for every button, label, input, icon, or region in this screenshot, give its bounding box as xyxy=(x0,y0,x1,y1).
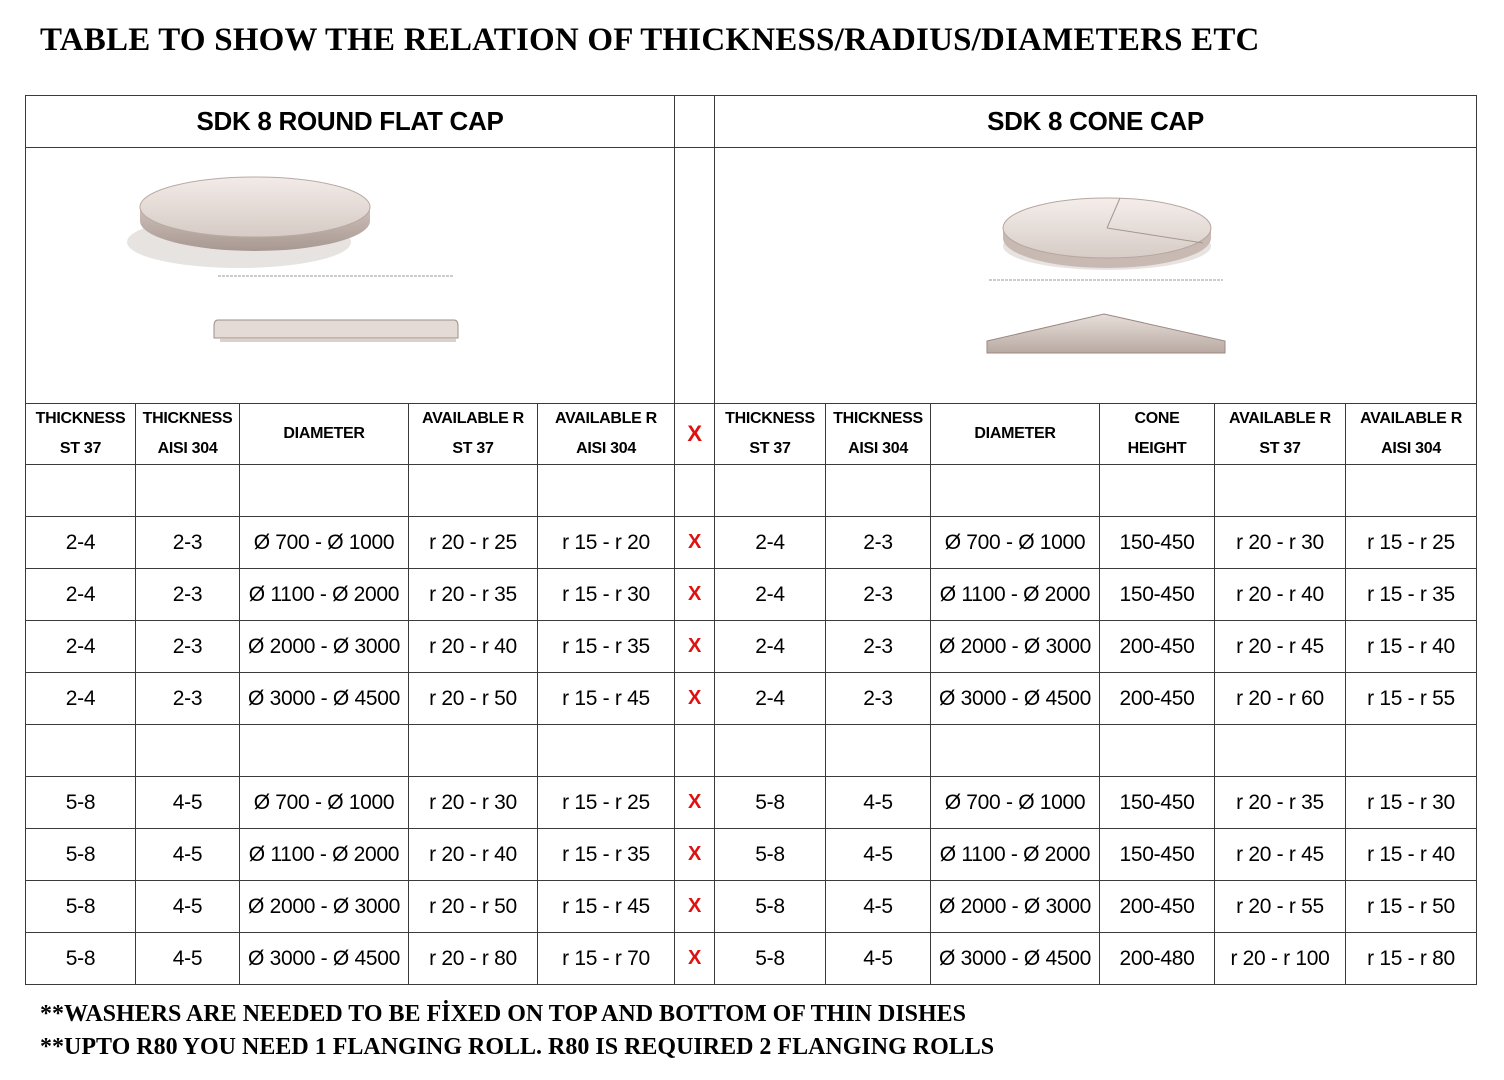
cone-cell: 4-5 xyxy=(826,777,931,829)
cone-cell: Ø 1100 - Ø 2000 xyxy=(931,829,1100,881)
empty-cell xyxy=(715,725,826,777)
cone-cell: 4-5 xyxy=(826,881,931,933)
flat-cell: r 20 - r 25 xyxy=(409,517,538,569)
cone-cell: 2-3 xyxy=(826,621,931,673)
empty-cell xyxy=(409,725,538,777)
separator-mark: X xyxy=(675,621,715,673)
flat-column-header xyxy=(136,404,240,465)
cap-title-row xyxy=(26,96,1477,148)
flat-cell: r 20 - r 40 xyxy=(409,829,538,881)
flat-cell: r 20 - r 50 xyxy=(409,881,538,933)
flat-cell: r 15 - r 70 xyxy=(538,933,675,985)
empty-cell xyxy=(1215,465,1346,517)
empty-cell xyxy=(1346,465,1477,517)
column-header-line: AVAILABLE R xyxy=(422,410,524,427)
flat-cap-title: SDK 8 ROUND FLAT CAP xyxy=(26,96,675,148)
cone-cell: 200-450 xyxy=(1100,621,1215,673)
empty-cell xyxy=(675,725,715,777)
cone-cell: r 15 - r 55 xyxy=(1346,673,1477,725)
empty-cell xyxy=(826,725,931,777)
flat-cell: 4-5 xyxy=(136,933,240,985)
table-row xyxy=(26,881,1477,933)
cone-cell: Ø 1100 - Ø 2000 xyxy=(931,569,1100,621)
empty-cell xyxy=(826,465,931,517)
cone-cell: r 15 - r 35 xyxy=(1346,569,1477,621)
cone-column-header xyxy=(1100,404,1215,465)
separator-mark: X xyxy=(675,404,715,465)
note-line: **WASHERS ARE NEEDED TO BE FİXED ON TOP AND BOTTOM OF THIN DISHES xyxy=(40,1001,967,1027)
flat-cell: Ø 1100 - Ø 2000 xyxy=(240,829,409,881)
cone-cell: 4-5 xyxy=(826,933,931,985)
separator-mark: X xyxy=(675,777,715,829)
cone-cell: 150-450 xyxy=(1100,777,1215,829)
column-header-line: AISI 304 xyxy=(848,440,908,457)
cone-column-header xyxy=(931,404,1100,465)
cone-cell: r 20 - r 35 xyxy=(1215,777,1346,829)
empty-cell xyxy=(675,465,715,517)
empty-cell xyxy=(409,465,538,517)
flat-cell: Ø 700 - Ø 1000 xyxy=(240,777,409,829)
column-header-line: DIAMETER xyxy=(974,425,1056,442)
cone-cell: 200-450 xyxy=(1100,881,1215,933)
table-row xyxy=(26,829,1477,881)
flat-column-header xyxy=(26,404,136,465)
empty-cell xyxy=(538,465,675,517)
cone-cell: Ø 2000 - Ø 3000 xyxy=(931,621,1100,673)
separator-cell xyxy=(675,148,715,404)
cone-cell: 150-450 xyxy=(1100,517,1215,569)
cone-cell: r 20 - r 40 xyxy=(1215,569,1346,621)
page-title: TABLE TO SHOW THE RELATION OF THICKNESS/RADIUS/DIAMETERS ETC xyxy=(40,22,1260,58)
flat-cell: 5-8 xyxy=(26,881,136,933)
cone-cell: Ø 2000 - Ø 3000 xyxy=(931,881,1100,933)
empty-cell xyxy=(1100,725,1215,777)
flat-cell: r 15 - r 35 xyxy=(538,829,675,881)
column-header-line: AVAILABLE R xyxy=(1229,410,1331,427)
empty-cell xyxy=(931,465,1100,517)
flat-cell: 5-8 xyxy=(26,777,136,829)
flat-cell: Ø 3000 - Ø 4500 xyxy=(240,933,409,985)
flat-cell: 4-5 xyxy=(136,777,240,829)
cone-cell: 5-8 xyxy=(715,933,826,985)
empty-cell xyxy=(1215,725,1346,777)
flat-cap-image xyxy=(26,148,672,403)
cone-cell: r 15 - r 30 xyxy=(1346,777,1477,829)
flat-cell: 2-4 xyxy=(26,673,136,725)
cone-cell: r 20 - r 45 xyxy=(1215,829,1346,881)
flat-cell: 2-4 xyxy=(26,569,136,621)
flat-column-header xyxy=(538,404,675,465)
cone-cell: Ø 3000 - Ø 4500 xyxy=(931,673,1100,725)
cone-cap-image xyxy=(715,148,1477,403)
separator-mark: X xyxy=(675,569,715,621)
flat-cell: Ø 2000 - Ø 3000 xyxy=(240,881,409,933)
cone-column-header xyxy=(715,404,826,465)
separator-mark: X xyxy=(675,517,715,569)
flat-cell: Ø 2000 - Ø 3000 xyxy=(240,621,409,673)
cone-column-header xyxy=(1215,404,1346,465)
empty-cell xyxy=(715,465,826,517)
flat-cell: r 15 - r 35 xyxy=(538,621,675,673)
column-header-line: ST 37 xyxy=(452,440,494,457)
cone-cell: r 15 - r 40 xyxy=(1346,829,1477,881)
column-header-line: THICKNESS xyxy=(35,410,126,427)
cone-cell: 4-5 xyxy=(826,829,931,881)
flat-cell: r 15 - r 20 xyxy=(538,517,675,569)
flat-cell: Ø 700 - Ø 1000 xyxy=(240,517,409,569)
column-header-line: ST 37 xyxy=(749,440,791,457)
spacer-row xyxy=(26,725,1477,777)
table-row xyxy=(26,621,1477,673)
separator-cell xyxy=(675,96,715,148)
column-header-line: CONE xyxy=(1134,410,1180,427)
flat-cell: r 20 - r 35 xyxy=(409,569,538,621)
cone-cell: 2-4 xyxy=(715,569,826,621)
cone-cell: 150-450 xyxy=(1100,829,1215,881)
cone-cell: r 20 - r 55 xyxy=(1215,881,1346,933)
cone-cell: 2-4 xyxy=(715,673,826,725)
empty-cell xyxy=(1100,465,1215,517)
column-header-line: AISI 304 xyxy=(576,440,636,457)
cone-cell: Ø 3000 - Ø 4500 xyxy=(931,933,1100,985)
cone-cell: 2-4 xyxy=(715,517,826,569)
flat-column-header xyxy=(240,404,409,465)
empty-cell xyxy=(1346,725,1477,777)
flat-cell: Ø 3000 - Ø 4500 xyxy=(240,673,409,725)
separator-mark: X xyxy=(675,933,715,985)
flat-cell: r 20 - r 30 xyxy=(409,777,538,829)
cone-cell: r 20 - r 100 xyxy=(1215,933,1346,985)
flat-cell: 2-4 xyxy=(26,621,136,673)
table-row xyxy=(26,933,1477,985)
table-row xyxy=(26,517,1477,569)
cone-cell: r 20 - r 45 xyxy=(1215,621,1346,673)
empty-cell xyxy=(240,465,409,517)
column-header-line: THICKNESS xyxy=(725,410,815,427)
empty-cell xyxy=(26,465,136,517)
cone-cell: 200-480 xyxy=(1100,933,1215,985)
separator-mark: X xyxy=(675,881,715,933)
flat-cell: 2-3 xyxy=(136,517,240,569)
spacer-row xyxy=(26,465,1477,517)
cone-cell: 150-450 xyxy=(1100,569,1215,621)
table-row xyxy=(26,673,1477,725)
flat-cell: 2-3 xyxy=(136,673,240,725)
column-header-line: THICKNESS xyxy=(142,410,233,427)
flat-cell: r 20 - r 80 xyxy=(409,933,538,985)
column-header-line: THICKNESS xyxy=(833,410,923,427)
separator-mark: X xyxy=(675,829,715,881)
table-row xyxy=(26,777,1477,829)
cone-cell: 2-3 xyxy=(826,569,931,621)
relation-table xyxy=(25,95,1477,985)
empty-cell xyxy=(136,465,240,517)
cone-cell: r 20 - r 60 xyxy=(1215,673,1346,725)
column-header-line: HEIGHT xyxy=(1127,440,1187,457)
cone-cell: 200-450 xyxy=(1100,673,1215,725)
column-header-row xyxy=(26,404,1477,465)
cone-cell: 5-8 xyxy=(715,777,826,829)
note-line: **UPTO R80 YOU NEED 1 FLANGING ROLL. R80 IS REQUIRED 2 FLANGING ROLLS xyxy=(40,1034,995,1060)
flat-cell: 5-8 xyxy=(26,829,136,881)
cone-cell: r 15 - r 50 xyxy=(1346,881,1477,933)
cone-cell: Ø 700 - Ø 1000 xyxy=(931,517,1100,569)
empty-cell xyxy=(931,725,1100,777)
cone-cell: 5-8 xyxy=(715,829,826,881)
flat-cell: 4-5 xyxy=(136,881,240,933)
cone-column-header xyxy=(826,404,931,465)
flat-column-header xyxy=(409,404,538,465)
empty-cell xyxy=(26,725,136,777)
empty-cell xyxy=(136,725,240,777)
image-row xyxy=(26,148,1477,404)
flat-cell: r 20 - r 40 xyxy=(409,621,538,673)
column-header-line: DIAMETER xyxy=(283,425,365,442)
column-header-line: AVAILABLE R xyxy=(555,410,657,427)
cone-cell: r 15 - r 80 xyxy=(1346,933,1477,985)
flat-cell: 2-3 xyxy=(136,621,240,673)
column-header-line: ST 37 xyxy=(59,440,102,457)
empty-cell xyxy=(538,725,675,777)
column-header-line: ST 37 xyxy=(1259,440,1301,457)
column-header-line: AVAILABLE R xyxy=(1360,410,1462,427)
notes xyxy=(40,998,994,1064)
flat-cell: r 20 - r 50 xyxy=(409,673,538,725)
cone-cell: r 15 - r 40 xyxy=(1346,621,1477,673)
column-header-line: AISI 304 xyxy=(157,440,218,457)
cone-cap-title: SDK 8 CONE CAP xyxy=(715,96,1477,148)
separator-mark: X xyxy=(675,673,715,725)
cone-column-header xyxy=(1346,404,1477,465)
flat-cell: 4-5 xyxy=(136,829,240,881)
cone-cell: Ø 700 - Ø 1000 xyxy=(931,777,1100,829)
flat-cell: 5-8 xyxy=(26,933,136,985)
flat-cap-image-cell xyxy=(26,148,675,404)
flat-cell: r 15 - r 25 xyxy=(538,777,675,829)
cone-cell: 2-3 xyxy=(826,517,931,569)
flat-cell: Ø 1100 - Ø 2000 xyxy=(240,569,409,621)
flat-cell: 2-3 xyxy=(136,569,240,621)
flat-cell: r 15 - r 45 xyxy=(538,673,675,725)
cone-cell: 2-4 xyxy=(715,621,826,673)
cone-cell: r 20 - r 30 xyxy=(1215,517,1346,569)
cone-cap-image-cell xyxy=(715,148,1477,404)
table-row xyxy=(26,569,1477,621)
flat-cell: r 15 - r 45 xyxy=(538,881,675,933)
cone-cell: 5-8 xyxy=(715,881,826,933)
empty-cell xyxy=(240,725,409,777)
column-header-line: AISI 304 xyxy=(1381,440,1441,457)
flat-cell: r 15 - r 30 xyxy=(538,569,675,621)
flat-cell: 2-4 xyxy=(26,517,136,569)
cone-cell: r 15 - r 25 xyxy=(1346,517,1477,569)
cone-cell: 2-3 xyxy=(826,673,931,725)
